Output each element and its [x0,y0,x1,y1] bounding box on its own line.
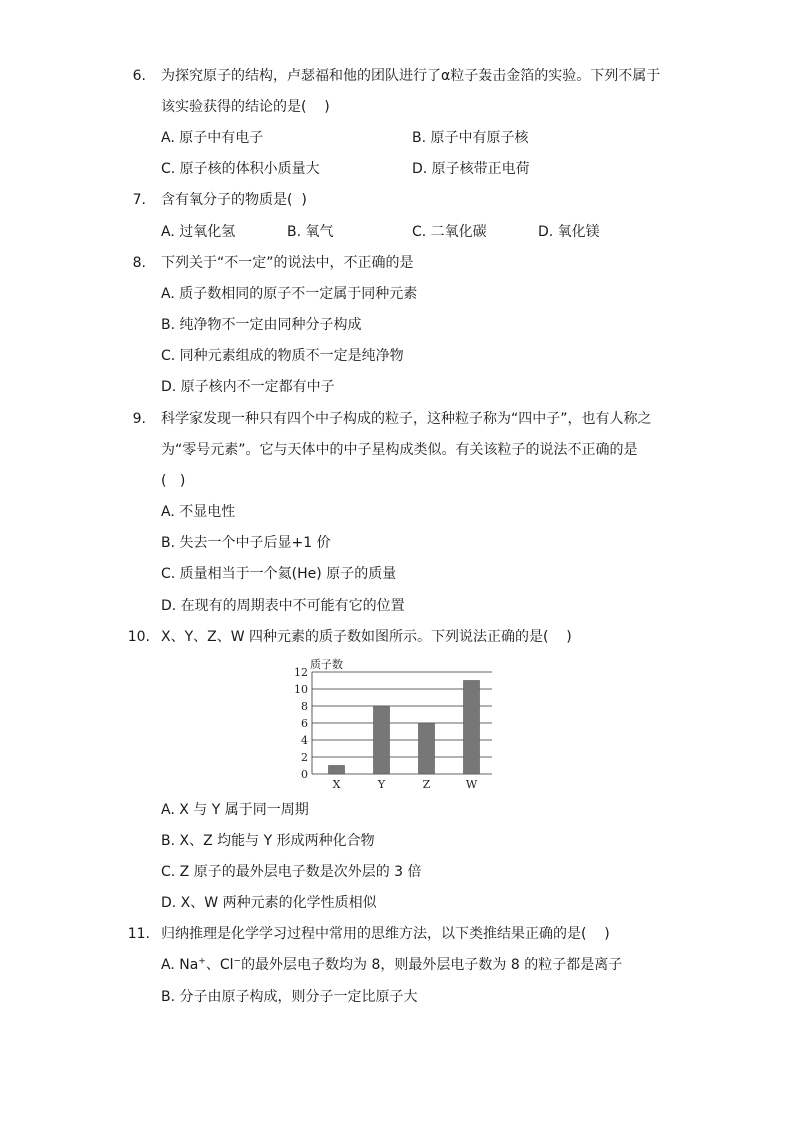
y-axis-label: 质子数 [310,658,343,671]
question-number: 6. [132,68,146,84]
option-a-text: 、Cl [205,957,234,973]
y-tick-label: 2 [301,751,308,764]
bar-y [374,706,390,774]
question-stem: 下列关于“不一定”的说法中，不正确的是 [161,255,414,271]
question-stem: ( ) [161,473,186,489]
proton-number-bar-chart [282,655,522,795]
x-tick-label: Z [422,778,431,791]
bar-z [419,723,435,774]
option-c: C. 原子核的体积小质量大 [161,161,320,177]
option-c: C. 二氧化碳 [412,224,487,240]
y-tick-label: 8 [301,700,308,713]
option-a: A. 质子数相同的原子不一定属于同种元素 [161,286,418,302]
question-number: 9. [132,411,146,427]
option-d: D. 原子核内不一定都有中子 [161,379,335,395]
y-tick-label: 10 [294,683,308,696]
option-d: D. 在现有的周期表中不可能有它的位置 [161,598,405,614]
question-number: 11. [127,926,150,942]
option-a: A. 原子中有电子 [161,130,264,146]
option-a-text: A. Na [161,957,199,973]
option-a: A. 过氧化氢 [161,224,236,240]
option-b: B. 分子由原子构成，则分子一定比原子大 [161,989,418,1005]
superscript-plus: + [198,956,206,967]
option-c: C. 质量相当于一个氦(He) 原子的质量 [161,566,397,582]
option-b: B. 纯净物不一定由同种分子构成 [161,317,362,333]
bar-w [464,681,480,775]
option-a: A. X 与 Y 属于同一周期 [161,802,309,818]
y-tick-label: 12 [294,666,308,679]
option-b: B. 原子中有原子核 [412,130,529,146]
question-stem: X、Y、Z、W 四种元素的质子数如图所示。下列说法正确的是( ) [161,629,572,645]
question-stem: 为“零号元素”。它与天体中的中子星构成类似。有关该粒子的说法不正确的是 [161,442,638,458]
option-b: B. 氧气 [287,224,334,240]
option-b: B. X、Z 均能与 Y 形成两种化合物 [161,833,375,849]
option-a: A. 不显电性 [161,504,236,520]
question-stem: 为探究原子的结构，卢瑟福和他的团队进行了α粒子轰击金箔的实验。下列不属于 [161,68,661,84]
y-tick-label: 4 [301,734,308,747]
question-number: 7. [132,192,146,208]
x-tick-label: Y [377,778,386,791]
question-number: 10. [127,629,150,645]
question-stem: 科学家发现一种只有四个中子构成的粒子，这种粒子称为“四中子”，也有人称之 [161,411,652,427]
x-tick-label: X [332,778,341,791]
question-stem: 含有氧分子的物质是( ) [161,192,307,208]
x-tick-label: W [465,778,478,791]
question-stem: 该实验获得的结论的是( ) [161,99,330,115]
y-tick-label: 0 [301,768,308,781]
option-b: B. 失去一个中子后显+1 价 [161,535,331,551]
option-a [161,955,622,975]
option-d: D. 原子核带正电荷 [412,161,530,177]
option-c: C. 同种元素组成的物质不一定是纯净物 [161,348,404,364]
superscript-minus: − [233,956,242,967]
option-a-text: 的最外层电子数均为 8，则最外层电子数为 8 的粒子都是离子 [241,957,623,973]
option-d: D. X、W 两种元素的化学性质相似 [161,895,377,911]
option-d: D. 氧化镁 [538,224,600,240]
question-number: 8. [132,255,146,271]
y-tick-label: 6 [301,717,308,730]
question-stem: 归纳推理是化学学习过程中常用的思维方法，以下类推结果正确的是( ) [161,926,610,942]
bar-x [329,766,345,775]
option-c: C. Z 原子的最外层电子数是次外层的 3 倍 [161,864,422,880]
